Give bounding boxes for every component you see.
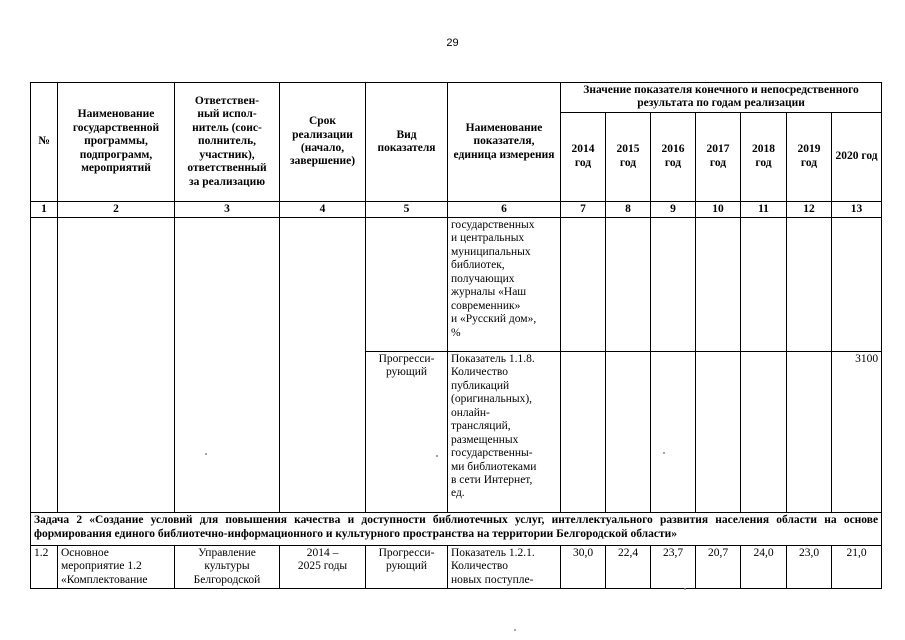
cell-empty [366,217,448,351]
cell-empty [280,217,366,512]
header-program-name: Наименование государственной программы, подпрограмм, мероприятий [58,83,175,202]
column-number: 5 [366,201,448,217]
column-number-row [31,201,882,217]
cell-empty [58,217,175,512]
cell-empty [741,351,787,512]
scan-speck [205,453,207,455]
header-year-2018: 2018 год [741,112,787,201]
column-number: 8 [606,201,651,217]
header-year-2017: 2017 год [696,112,741,201]
cell-empty [175,217,280,512]
row-number-cell: 1.2 [31,545,58,588]
header-responsible: Ответствен- ный испол- нитель (соис- полнитель, участник), ответственный за реализацию [175,83,280,202]
column-number: 4 [280,201,366,217]
column-number: 13 [832,201,882,217]
scan-speck [514,629,516,631]
task-row [31,512,882,545]
header-year-2020: 2020 год [832,112,882,201]
program-indicators-table [30,82,882,589]
scan-speck [663,452,665,454]
cell-empty [651,351,696,512]
header-year-2014: 2014 год [561,112,606,201]
column-number: 9 [651,201,696,217]
table-row [31,217,882,351]
header-year-2015: 2015 год [606,112,651,201]
value-2015-cell: 22,4 [606,545,651,588]
cell-empty [606,217,651,351]
indicator-type-cell: Прогресси- рующий [366,351,448,512]
value-2017-cell: 20,7 [696,545,741,588]
value-2018-cell: 24,0 [741,545,787,588]
header-period: Срок реализации (начало, завершение) [280,83,366,202]
value-2019-cell: 23,0 [787,545,832,588]
scan-speck [684,588,686,590]
header-year-2019: 2019 год [787,112,832,201]
header-values-group: Значение показателя конечного и непосредственного результата по годам реализации [561,83,882,113]
indicator-name-cell: государственных и центральных муниципальных библиотек, получающих журналы «Наш современник» и «Русский дом», % [448,217,561,351]
cell-empty [561,217,606,351]
cell-empty [31,217,58,512]
cell-empty [832,217,882,351]
cell-empty [651,217,696,351]
cell-empty [696,217,741,351]
header-indicator-type: Вид показателя [366,83,448,202]
responsible-cell: Управление культуры Белгородской [175,545,280,588]
indicator-name-cell: Показатель 1.2.1. Количество новых поступле- [448,545,561,588]
column-number: 7 [561,201,606,217]
indicator-type-cell: Прогресси- рующий [366,545,448,588]
column-number: 10 [696,201,741,217]
cell-empty [606,351,651,512]
value-2014-cell: 30,0 [561,545,606,588]
indicator-name-cell: Показатель 1.1.8. Количество публикаций (оригинальных), онлайн- трансляций, размещенных государственны- ми библиотеками в сети Интернет, ед. [448,351,561,512]
column-number: 2 [58,201,175,217]
column-number: 1 [31,201,58,217]
column-number: 6 [448,201,561,217]
column-number: 3 [175,201,280,217]
cell-empty [787,351,832,512]
task-title: Задача 2 «Создание условий для повышения качества и доступности библиотечных услуг, интеллектуального развития населения области на основе формирования единого библиотечно-информационного и культурного пространства на территории Белгородской области» [31,512,882,545]
header-indicator-name: Наименование показателя, единица измерения [448,83,561,202]
header-year-2016: 2016 год [651,112,696,201]
cell-empty [561,351,606,512]
page-number: 29 [446,37,459,49]
column-number: 11 [741,201,787,217]
cell-empty [787,217,832,351]
period-cell: 2014 – 2025 годы [280,545,366,588]
table-row [31,545,882,588]
value-2020-cell: 3100 [832,351,882,512]
cell-empty [696,351,741,512]
value-2016-cell: 23,7 [651,545,696,588]
column-number: 12 [787,201,832,217]
event-name-cell: Основное мероприятие 1.2 «Комплектование [58,545,175,588]
cell-empty [741,217,787,351]
header-number: № [31,83,58,202]
value-2020-cell: 21,0 [832,545,882,588]
scan-speck [436,455,438,457]
